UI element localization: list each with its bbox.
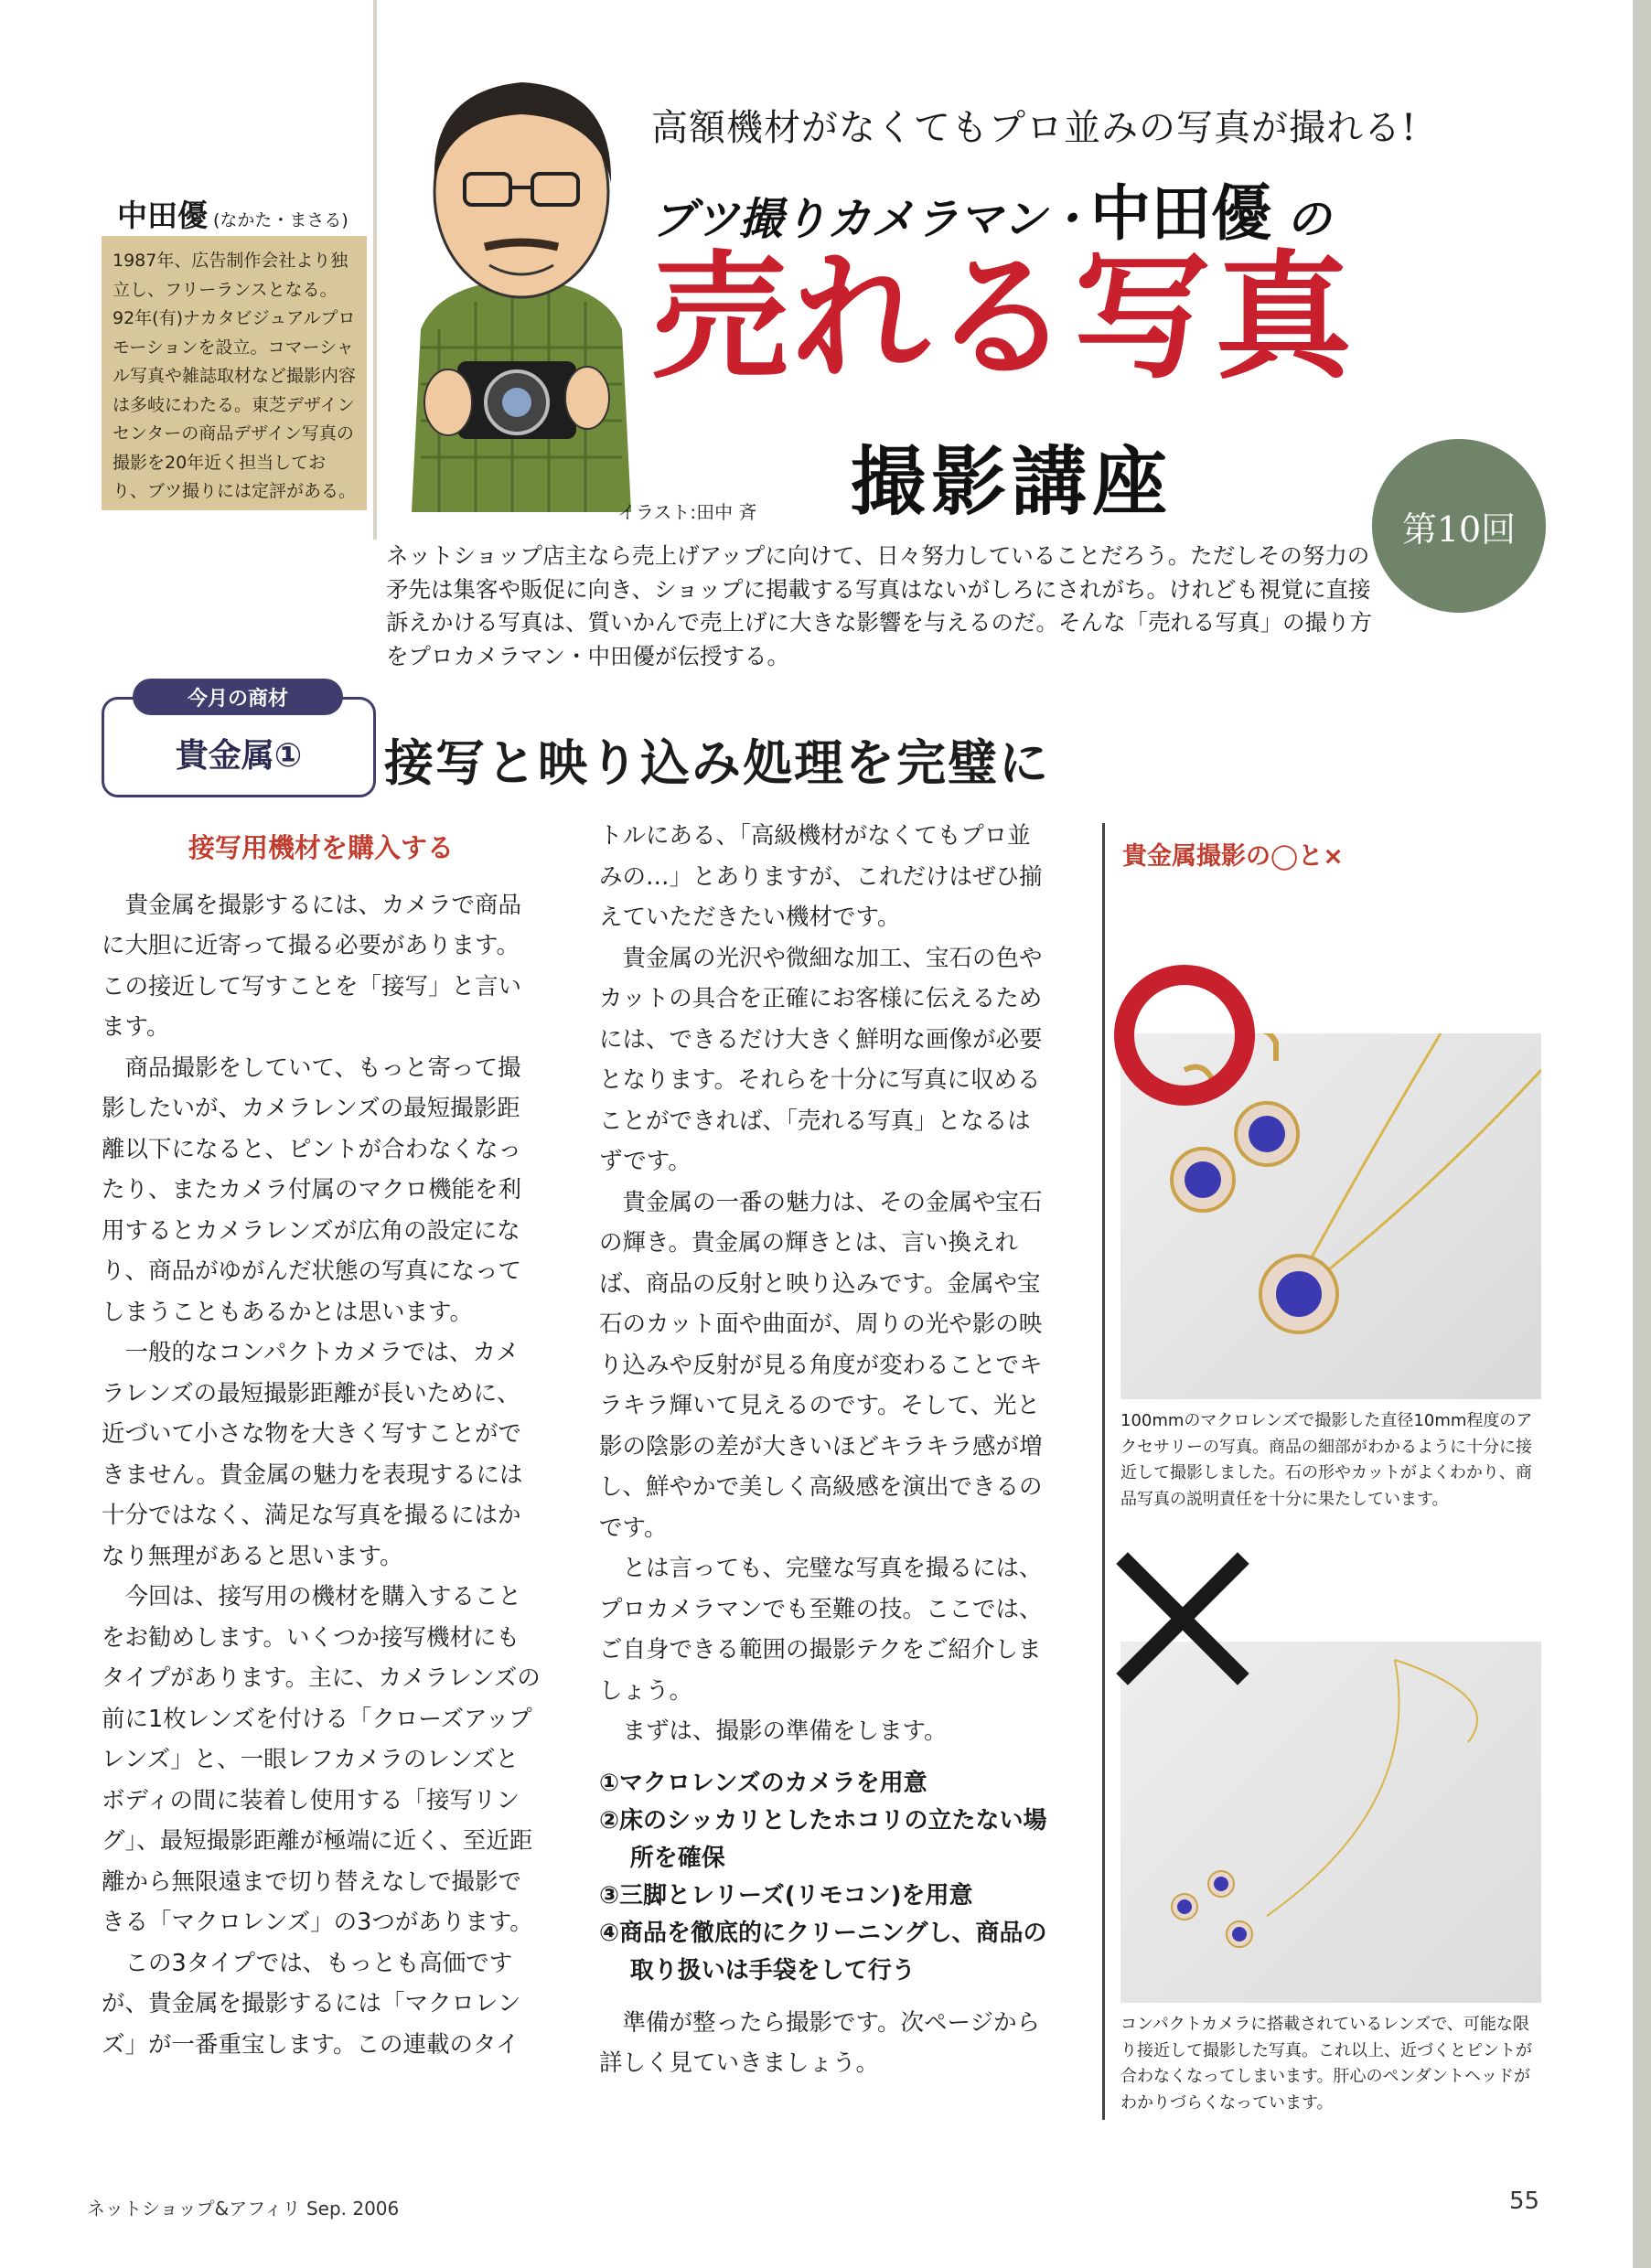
earrings-small [1172, 1871, 1252, 1947]
series-suffix: の [1286, 194, 1331, 245]
paragraph: トルにある、「高級機材がなくてもプロ並みの…」とありますが、これだけはぜひ揃えていただきたい機材です。 [599, 822, 1043, 931]
illustration-credit: イラスト:田中 斉 [617, 501, 757, 523]
main-title: 売れる写真 [651, 237, 1356, 398]
cartoon-illustration [384, 55, 659, 512]
course-title: 撮影講座 [851, 439, 1174, 526]
bad-example-caption: コンパクトカメラに搭載されているレンズで、可能な限り接近して撮影した写真。これ以上、近づくとピントが合わなくなってしまいます。肝心のペンダントヘッドがわかりづらくなっています。 [1120, 2015, 1532, 2113]
right-hand [565, 367, 609, 429]
section-heading: 接写と映り込み処理を完璧に [384, 734, 1050, 792]
column-2 [599, 816, 1047, 2084]
author-bio: 1987年、広告制作会社より独立し、フリーランスとなる。92年(有)ナカタビジュアルプロモーションを設立。コマーシャル写真や雑誌取材など撮影内容は多岐にわたる。東芝デザインセンターの商品デザイン写真の撮影を20年近く担当しており、ブツ撮りには定評がある。 [102, 236, 367, 510]
series-name: 中田優 [1090, 178, 1272, 249]
subtitle: 高額機材がなくてもプロ並みの写真が撮れる! [651, 107, 1418, 149]
good-example-caption: 100mmのマクロレンズで撮影した直径10mm程度のアクセサリーの写真。商品の細部がわかるように十分に接近して撮影しました。石の形やカットがよくわかり、商品写真の説明責任を十分に果たしています。 [1120, 1411, 1533, 1509]
preparation-checklist [599, 1765, 1047, 1990]
checklist-item: ④商品を徹底的にクリーニングし、商品の取り扱いは手袋をして行う [599, 1919, 1047, 1984]
author-reading: (なかた・まさる) [213, 210, 348, 230]
episode-badge: 第10回 [1372, 439, 1546, 613]
jewelry-photo-bad [1120, 1642, 1541, 2003]
paragraph: 商品撮影をしていて、もっと寄って撮影したいが、カメラレンズの最短撮影距離以下になると、ピントが合わなくなったり、またカメラ付属のマクロ機能を利用するとカメラレンズが広角の設定になり、商品がゆがんだ状態の写真になってしまうこともあるかとは思います。 [102, 1054, 522, 1326]
series-prefix: ブツ撮りカメラマン・ [651, 194, 1091, 245]
author-name: 中田優 (なかた・まさる) [117, 198, 348, 233]
page-number: 55 [1509, 2188, 1540, 2215]
paragraph: 一般的なコンパクトカメラでは、カメラレンズの最短撮影距離が長いために、近づいて小さな物を大きく写すことができません。貴金属の魅力を表現するには十分ではなく、満足な写真を撮るにはかなり無理があると思います。 [102, 1339, 523, 1570]
left-hand [424, 369, 472, 435]
magazine-footer: ネットショップ&アフィリ Sep. 2006 [87, 2198, 400, 2220]
checklist-item: ③三脚とレリーズ(リモコン)を用意 [599, 1881, 973, 1910]
topic-tab: 今月の商材 [133, 679, 343, 715]
checklist-item: ①マクロレンズのカメラを用意 [599, 1769, 927, 1797]
paragraph: この3タイプでは、もっとも高価ですが、貴金属を撮影するには「マクロレンズ」が一番重宝します。この連載のタイ [102, 1949, 521, 2059]
column-1 [102, 828, 541, 2065]
paragraph: 貴金属の光沢や微細な加工、宝石の色やカットの具合を正確にお客様に伝えるためには、できるだけ大きく鮮明な画像が必要となります。それらを十分に写真に収めることができれば、「売れる写真」となるはずです。 [599, 944, 1043, 1175]
paragraph: 貴金属を撮影するには、カメラで商品に大胆に近寄って撮る必要があります。この接近して写すことを「接写」と言います。 [102, 891, 522, 1041]
paragraph: 準備が整ったら撮影です。次ページから詳しく見ていきましょう。 [599, 2008, 1040, 2077]
paragraph: 貴金属の一番の魅力は、その金属や宝石の輝き。貴金属の輝きとは、言い換えれば、商品の反射と映り込みです。金属や宝石のカット面や曲面が、周りの光や影の映り込みや反射が見る角度が変わることでキラキラ輝いて見えるのです。そして、光と影の陰影の差が大きいほどキラキラ感が増し、鮮やかで美しく高級感を演出できるのです。 [599, 1188, 1043, 1542]
paragraph: とは言っても、完璧な写真を撮るには、プロカメラマンでも至難の技。ここでは、ご自身できる範囲の撮影テクをご紹介しましょう。 [599, 1555, 1043, 1705]
topic-name: 貴金属① [175, 737, 303, 775]
bad-example-photo [1120, 1642, 1541, 2003]
mustache-shape [485, 242, 558, 247]
pendant [1260, 1256, 1337, 1332]
intro-text: ネットショップ店主なら売上げアップに向けて、日々努力していることだろう。ただしその努力の矛先は集客や販促に向き、ショップに掲載する写真はないがしろにされがち。けれども視覚に直接訴えかける写真は、質いかんで売上げに大きな影響を与えるのだ。そんな「売れる写真」の撮り方をプロカメラマン・中田優が伝授する。 [386, 542, 1372, 669]
circle-good-mark-icon [1114, 965, 1255, 1106]
checklist-item: ②床のシッカリとしたホコリの立たない場所を確保 [599, 1806, 1047, 1872]
page-edge [1633, 0, 1651, 2268]
cross-bad-mark-icon [1114, 1550, 1251, 1687]
paragraph: 今回は、接写用の機材を購入することをお勧めします。いくつか接写機材にもタイプがあります。主に、カメラレンズの前に1枚レンズを付ける「クローズアップレンズ」と、一眼レフカメラのレンズとボディの間に装着し使用する「接写リング」、最短撮影距離が極端に近く、至近距離から無限遠まで切り替えなしで撮影できる「マクロレンズ」の3つがあります。 [102, 1583, 541, 1936]
paragraph: まずは、撮影の準備をします。 [622, 1717, 948, 1745]
comparison-heading: 貴金属撮影の◯と× [1122, 842, 1344, 871]
column-1-heading: 接写用機材を購入する [188, 832, 454, 863]
